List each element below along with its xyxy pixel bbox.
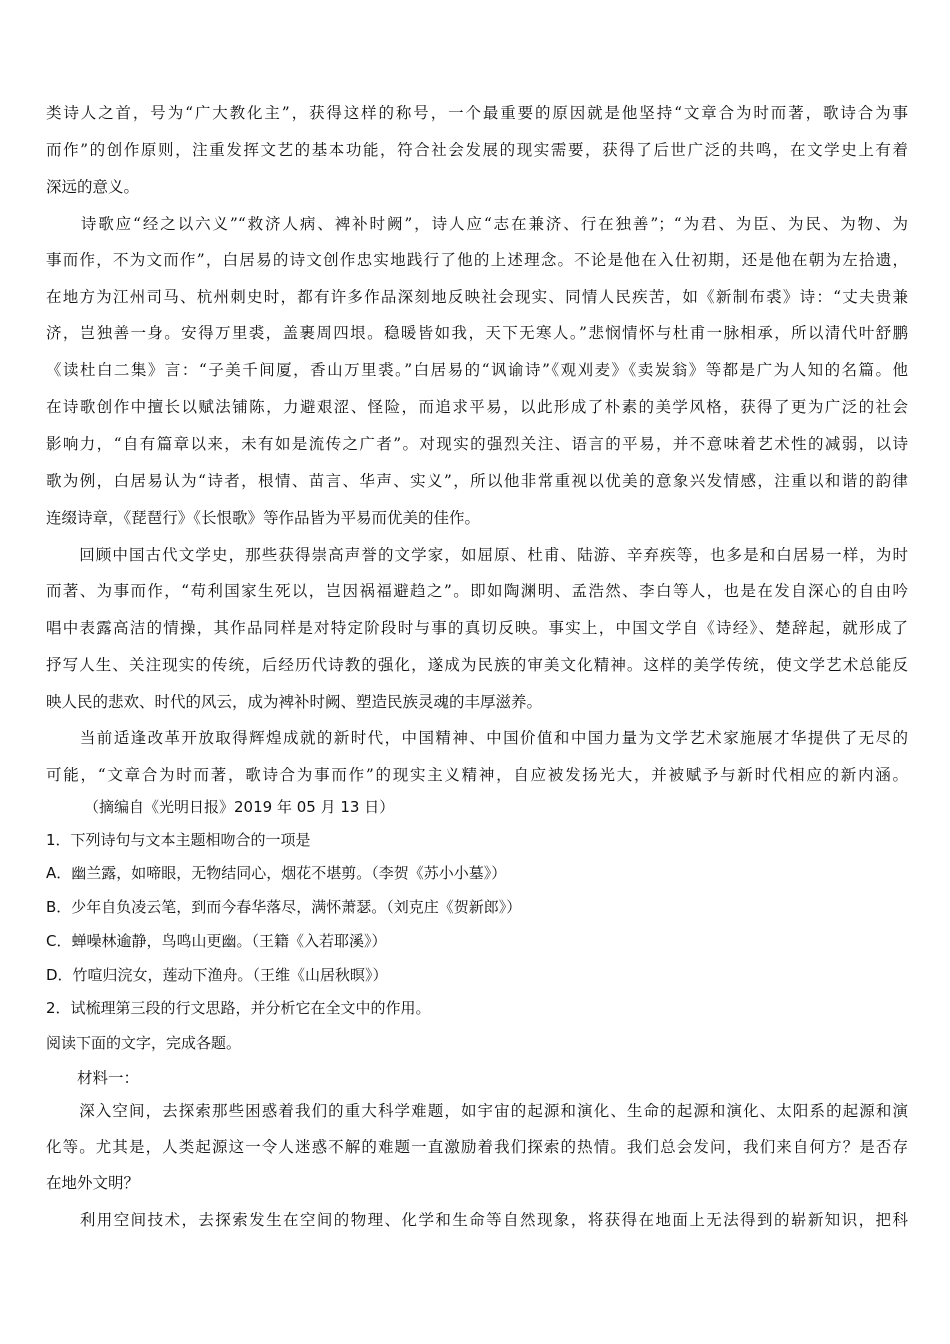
- material-line: 在地外文明？: [46, 1174, 140, 1192]
- essay-line: 在诗歌创作中擅长以赋法铺陈，力避艰涩、怪险，而追求平易，以此形成了朴素的美学风格，获得了更为广泛的社会: [46, 398, 908, 416]
- material-title: 材料一：: [46, 1069, 140, 1087]
- essay-line: 映人民的悲欢、时代的风云，成为裨补时阙、塑造民族灵魂的丰厚滋养。: [46, 693, 543, 711]
- essay-line: 类诗人之首，号为“广大教化主”，获得这样的称号，一个最重要的原因就是他坚持“文章合为时而著，歌诗合为事: [46, 104, 908, 122]
- question-2-stem: 2．试梳理第三段的行文思路，并分析它在全文中的作用。: [46, 999, 431, 1017]
- essay-line: 连缀诗章，《琵琶行》《长恨歌》等作品皆为平易而优美的佳作。: [46, 509, 481, 527]
- essay-line: 抒写人生、关注现实的传统，后经历代诗教的强化，遂成为民族的审美文化精神。这样的美学传统，使文学艺术总能反: [46, 656, 908, 674]
- question-1-stem: 1．下列诗句与文本主题相吻合的一项是: [46, 831, 311, 849]
- essay-line: 回顾中国古代文学史，那些获得崇高声誉的文学家，如屈原、杜甫、陆游、辛弃疾等，也多是和白居易一样，为时: [46, 546, 908, 564]
- essay-line: 《读杜白二集》言：“子美千间厦，香山万里裘。”白居易的“讽谕诗”《观刈麦》《卖炭翁》等都是广为人知的名篇。他: [46, 361, 908, 379]
- essay-line: 唱中表露高洁的情操，其作品同样是对特定阶段时与事的真切反映。事实上，中国文学自《诗经》、楚辞起，就形成了: [46, 619, 908, 637]
- essay-line: 深远的意义。: [46, 178, 140, 196]
- option-d: D．竹喧归浣女，莲动下渔舟。（王维《山居秋暝》）: [46, 966, 388, 984]
- essay-line: 当前适逢改革开放取得辉煌成就的新时代，中国精神、中国价值和中国力量为文学艺术家施展才华提供了无尽的: [46, 729, 908, 747]
- essay-line: 事而作，不为文而作”，白居易的诗文创作忠实地践行了他的上述理念。不论是他在入仕初期，还是他在朝为左拾遗，: [46, 251, 908, 269]
- essay-line: 在地方为江州司马、杭州刺史时，都有许多作品深刻地反映社会现实、同情人民疾苦，如《新制布裘》诗：“丈夫贵兼: [46, 288, 908, 306]
- option-c: C．蝉噪林逾静，鸟鸣山更幽。（王籍《入若耶溪》）: [46, 932, 387, 950]
- reading-instruction: 阅读下面的文字，完成各题。: [46, 1034, 242, 1052]
- material-line: 化等。尤其是，人类起源这一令人迷惑不解的难题一直激励着我们探索的热情。我们总会发问，我们来自何方？是否存: [46, 1138, 908, 1156]
- essay-line: 影响力，“自有篇章以来，未有如是流传之广者”。对现实的强烈关注、语言的平易，并不意味着艺术性的减弱，以诗: [46, 435, 908, 453]
- material-line: 深入空间，去探索那些困惑着我们的重大科学难题，如宇宙的起源和演化、生命的起源和演化、太阳系的起源和演: [46, 1102, 908, 1120]
- essay-line: 而著、为事而作，“苟利国家生死以，岂因祸福避趋之”。即如陶渊明、孟浩然、李白等人，也是在发自深心的自由吟: [46, 582, 908, 600]
- source-citation: （摘编自《光明日报》2019 年 05 月 13 日）: [84, 798, 395, 816]
- option-b: B．少年自负凌云笔，到而今春华落尽，满怀萧瑟。（刘克庄《贺新郎》）: [46, 898, 522, 916]
- essay-line: 可能，“文章合为时而著，歌诗合为事而作”的现实主义精神，自应被发扬光大，并被赋予与新时代相应的新内涵。: [46, 766, 908, 784]
- essay-line: 而作”的创作原则，注重发挥文艺的基本功能，符合社会发展的现实需要，获得了后世广泛的共鸣，在文学史上有着: [46, 141, 908, 159]
- material-line: 利用空间技术，去探索发生在空间的物理、化学和生命等自然现象，将获得在地面上无法得到的崭新知识，把科: [46, 1211, 908, 1229]
- essay-line: 歌为例，白居易认为“诗者，根情、苗言、华声、实义”，所以他非常重视以优美的意象兴发情感，注重以和谐的韵律: [46, 472, 908, 490]
- essay-line: 济，岂独善一身。安得万里裘，盖裹周四垠。稳暖皆如我，天下无寒人。”悲悯情怀与杜甫一脉相承，所以清代叶舒鹏: [46, 324, 908, 342]
- option-a: A．幽兰露，如啼眼，无物结同心，烟花不堪剪。（李贺《苏小小墓》）: [46, 864, 507, 882]
- essay-line: 诗歌应“经之以六义”“救济人病、裨补时阙”，诗人应“志在兼济、行在独善”；“为君、为臣、为民、为物、为: [46, 215, 908, 233]
